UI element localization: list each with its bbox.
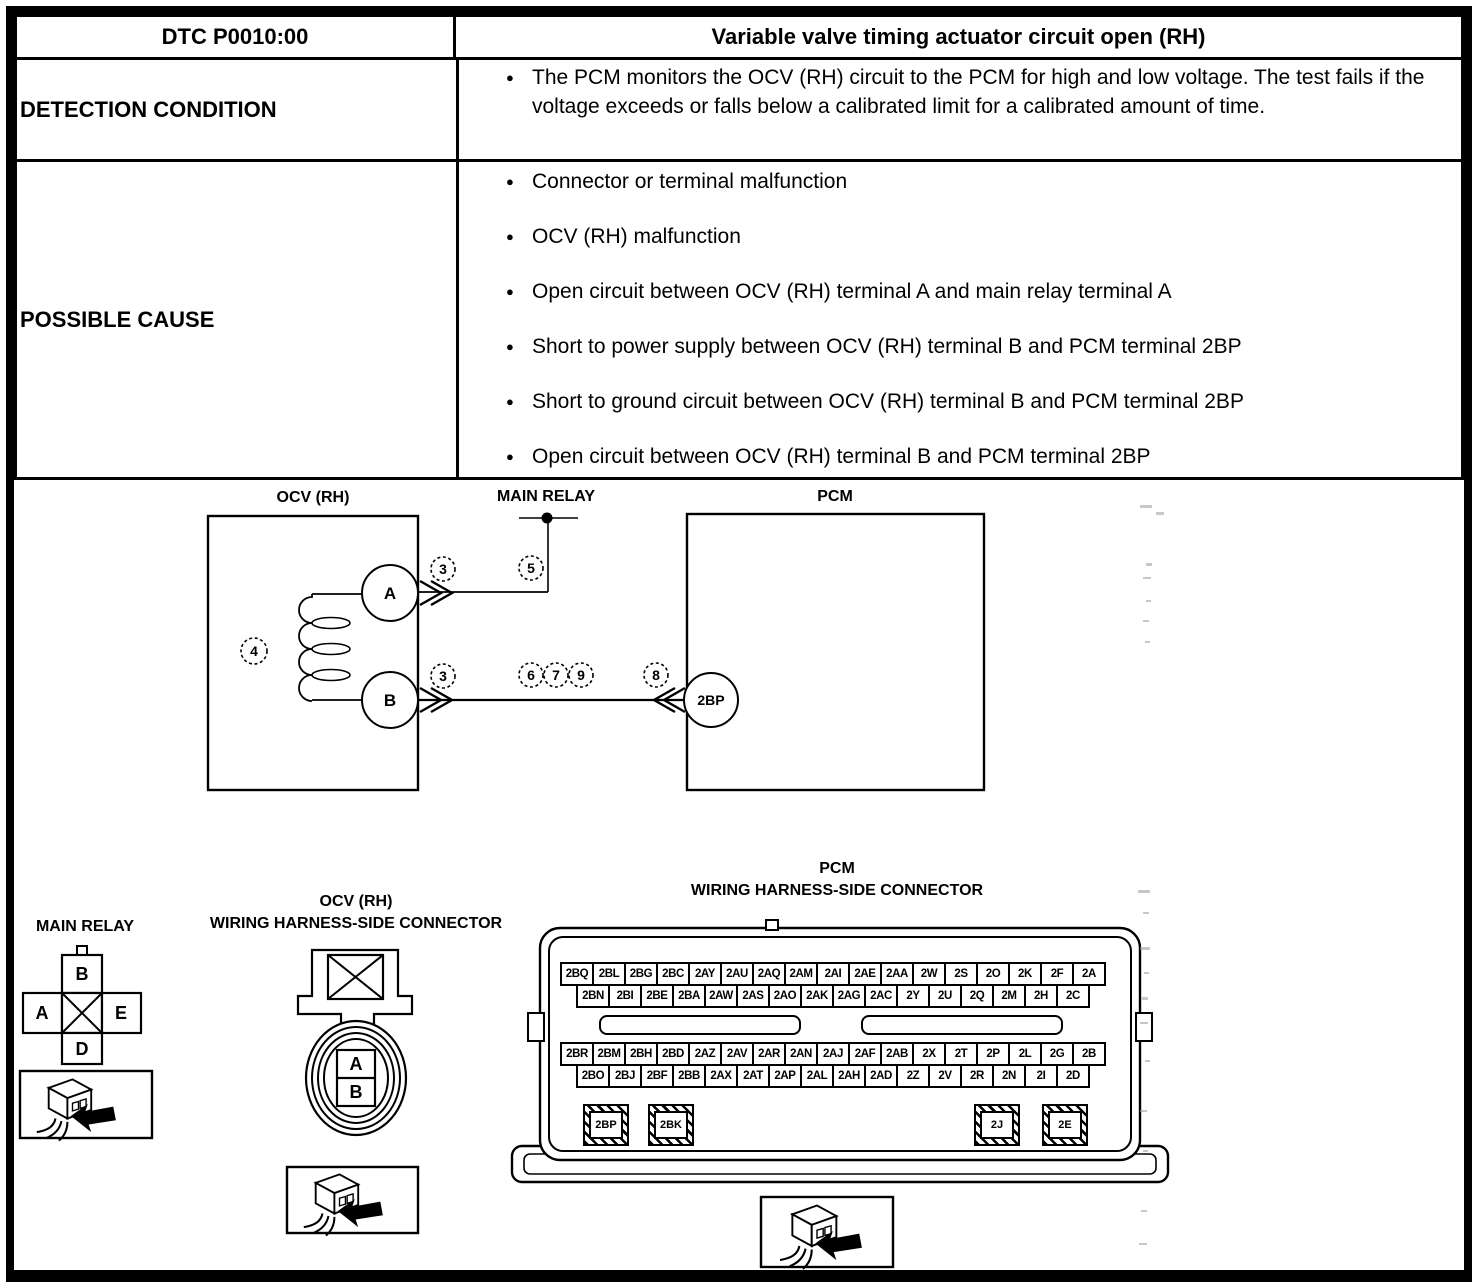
pcm-pin-row-1	[560, 962, 1106, 986]
pcm-pin-2g: 2G	[1040, 1042, 1074, 1066]
pcm-pin-2am: 2AM	[784, 962, 818, 986]
relay-pin-left: A	[35, 1003, 49, 1023]
pcm-pin-2ag: 2AG	[832, 984, 866, 1008]
pcm-large-pin-2e	[1042, 1104, 1088, 1146]
pcm-pin-2ab: 2AB	[880, 1042, 914, 1066]
pcm-pin-2be: 2BE	[640, 984, 674, 1008]
schematic	[208, 488, 984, 790]
list-item: ● OCV (RH) malfunction	[506, 222, 1437, 251]
pcm-pin-2d: 2D	[1056, 1064, 1090, 1088]
list-item: ● Short to ground circuit between OCV (RH) terminal B and PCM terminal 2BP	[506, 387, 1437, 416]
ocv-connector-title-1: OCV (RH)	[319, 893, 393, 910]
ocv-pin-a: A	[349, 1054, 363, 1074]
pcm-pin-2at: 2AT	[736, 1064, 770, 1088]
main-relay-schematic-label: MAIN RELAY	[496, 488, 596, 505]
pcm-pin-2h: 2H	[1024, 984, 1058, 1008]
bullet-icon: ●	[506, 449, 514, 464]
pcm-large-pin-label: 2BP	[589, 1111, 623, 1139]
pcm-pin-2c: 2C	[1056, 984, 1090, 1008]
list-item: ● Connector or terminal malfunction	[506, 167, 1437, 196]
pcm-pin-2bo: 2BO	[576, 1064, 610, 1088]
ocv-connector	[210, 893, 503, 1236]
pcm-pin-2y: 2Y	[896, 984, 930, 1008]
ocv-box	[208, 516, 418, 790]
callout-mid-2: 7	[552, 667, 560, 683]
pcm-connector-slot	[862, 1016, 1062, 1034]
pcm-pin-2ax: 2AX	[704, 1064, 738, 1088]
pcm-pin-2ai: 2AI	[816, 962, 850, 986]
scan-artifact	[1138, 505, 1164, 1245]
pcm-pin-2n: 2N	[992, 1064, 1026, 1088]
relay-pin-right: E	[114, 1003, 128, 1023]
pcm-pin-2bm: 2BM	[592, 1042, 626, 1066]
pcm-pin-2aq: 2AQ	[752, 962, 786, 986]
pcm-pin-2b: 2B	[1072, 1042, 1106, 1066]
pcm-pin-2bq: 2BQ	[560, 962, 594, 986]
bullet-icon: ●	[506, 339, 514, 354]
pcm-pin-2as: 2AS	[736, 984, 770, 1008]
pcm-pin-2av: 2AV	[720, 1042, 754, 1066]
pcm-connector-slot	[600, 1016, 800, 1034]
bullet-icon: ●	[506, 70, 514, 85]
bullet-icon: ●	[506, 174, 514, 189]
bullet-icon: ●	[506, 284, 514, 299]
pcm-pin-2f: 2F	[1040, 962, 1074, 986]
ocv-pin-b: B	[349, 1082, 363, 1102]
terminal-a-label: A	[383, 584, 397, 603]
callout-relay: 5	[527, 560, 535, 576]
pcm-pin-2t: 2T	[944, 1042, 978, 1066]
pcm-large-pin-2j	[974, 1104, 1020, 1146]
callout-ocv-b: 3	[439, 668, 447, 684]
callout-coil: 4	[250, 643, 258, 659]
pcm-pin-row-3	[560, 1042, 1106, 1066]
main-relay-connector-title: MAIN RELAY	[35, 918, 135, 935]
pcm-pin-2u: 2U	[928, 984, 962, 1008]
pcm-pin-2r: 2R	[960, 1064, 994, 1088]
pcm-schematic-label: PCM	[817, 488, 853, 505]
pcm-large-pin-label: 2E	[1048, 1111, 1082, 1139]
pcm-pin-2bi: 2BI	[608, 984, 642, 1008]
bullet-icon: ●	[506, 394, 514, 409]
ocv-connector-title-2: WIRING HARNESS-SIDE CONNECTOR	[209, 915, 503, 932]
callout-mid-1: 6	[527, 667, 535, 683]
pcm-pin-2q: 2Q	[960, 984, 994, 1008]
pcm-pin-2aa: 2AA	[880, 962, 914, 986]
pcm-large-pin-label: 2J	[980, 1111, 1014, 1139]
pcm-connector-title-2: WIRING HARNESS-SIDE CONNECTOR	[690, 882, 984, 899]
pcm-pin-2z: 2Z	[896, 1064, 930, 1088]
pcm-pin-2an: 2AN	[784, 1042, 818, 1066]
pcm-pin-2s: 2S	[944, 962, 978, 986]
detection-condition-label: DETECTION CONDITION	[20, 96, 277, 122]
pcm-pin-2ak: 2AK	[800, 984, 834, 1008]
pcm-pin-2p: 2P	[976, 1042, 1010, 1066]
main-relay-connector	[20, 918, 152, 1141]
pcm-pin-2af: 2AF	[848, 1042, 882, 1066]
pcm-pin-2bj: 2BJ	[608, 1064, 642, 1088]
callout-pcm-side: 8	[652, 667, 660, 683]
pcm-pin-2bf: 2BF	[640, 1064, 674, 1088]
pcm-pin-2bb: 2BB	[672, 1064, 706, 1088]
pcm-pin-2l: 2L	[1008, 1042, 1042, 1066]
pcm-box	[687, 514, 984, 790]
pcm-pin-2al: 2AL	[800, 1064, 834, 1088]
ocv-schematic-label: OCV (RH)	[276, 489, 350, 506]
pcm-large-pin-label: 2BK	[654, 1111, 688, 1139]
pcm-pin-2ar: 2AR	[752, 1042, 786, 1066]
main-relay-symbol	[519, 513, 578, 593]
pcm-pin-2a: 2A	[1072, 962, 1106, 986]
pcm-pin-2ba: 2BA	[672, 984, 706, 1008]
relay-pin-bottom: D	[75, 1039, 89, 1059]
terminal-b-label: B	[383, 691, 397, 710]
list-item: ● Open circuit between OCV (RH) terminal B and PCM terminal 2BP	[506, 442, 1437, 471]
pcm-pin-2ae: 2AE	[848, 962, 882, 986]
pcm-pin-2au: 2AU	[720, 962, 754, 986]
pcm-pin-2o: 2O	[976, 962, 1010, 986]
pcm-large-pins-left	[583, 1104, 694, 1146]
pcm-pin-2k: 2K	[1008, 962, 1042, 986]
pcm-pin-2ay: 2AY	[688, 962, 722, 986]
pcm-pin-2ac: 2AC	[864, 984, 898, 1008]
pcm-connector-title-1: PCM	[819, 860, 855, 877]
callout-ocv-a: 3	[439, 561, 447, 577]
pcm-pin-2az: 2AZ	[688, 1042, 722, 1066]
pcm-large-pin-2bk	[648, 1104, 694, 1146]
callout-mid-3: 9	[577, 667, 585, 683]
pcm-pin-2br: 2BR	[560, 1042, 594, 1066]
pcm-pin-2v: 2V	[928, 1064, 962, 1088]
pcm-pin-2aj: 2AJ	[816, 1042, 850, 1066]
pcm-pin-2ap: 2AP	[768, 1064, 802, 1088]
connector-chevrons-icon	[420, 581, 452, 605]
pcm-pin-2m: 2M	[992, 984, 1026, 1008]
possible-cause-label: POSSIBLE CAUSE	[20, 306, 215, 332]
pcm-large-pins-right	[974, 1104, 1088, 1146]
relay-pin-top: B	[75, 964, 89, 984]
pcm-pin-2w: 2W	[912, 962, 946, 986]
pcm-pin-row-4	[576, 1064, 1090, 1088]
pcm-pin-2bg: 2BG	[624, 962, 658, 986]
dtc-code: DTC P0010:00	[161, 24, 309, 49]
pcm-pin-2ad: 2AD	[864, 1064, 898, 1088]
dtc-title: Variable valve timing actuator circuit open (RH)	[453, 17, 1461, 57]
pcm-pin-2x: 2X	[912, 1042, 946, 1066]
terminal-2bp-label: 2BP	[697, 692, 725, 708]
pcm-pin-2bc: 2BC	[656, 962, 690, 986]
pcm-pin-2bl: 2BL	[592, 962, 626, 986]
pcm-pin-2bh: 2BH	[624, 1042, 658, 1066]
pcm-pin-2bn: 2BN	[576, 984, 610, 1008]
detection-text: The PCM monitors the OCV (RH) circuit to the PCM for high and low voltage. The test fails if the voltage exceeds or falls below a calibrated limit for a calibrated amount of time.	[532, 66, 1425, 118]
pcm-pin-row-2	[576, 984, 1090, 1008]
list-item: ● Short to power supply between OCV (RH) terminal B and PCM terminal 2BP	[506, 332, 1437, 361]
pcm-pin-2ah: 2AH	[832, 1064, 866, 1088]
list-item: ● Open circuit between OCV (RH) terminal A and main relay terminal A	[506, 277, 1437, 306]
pcm-pin-2i: 2I	[1024, 1064, 1058, 1088]
pcm-pin-2ao: 2AO	[768, 984, 802, 1008]
bullet-icon: ●	[506, 229, 514, 244]
pcm-large-pin-2bp	[583, 1104, 629, 1146]
pcm-pin-2aw: 2AW	[704, 984, 738, 1008]
pcm-pin-2bd: 2BD	[656, 1042, 690, 1066]
